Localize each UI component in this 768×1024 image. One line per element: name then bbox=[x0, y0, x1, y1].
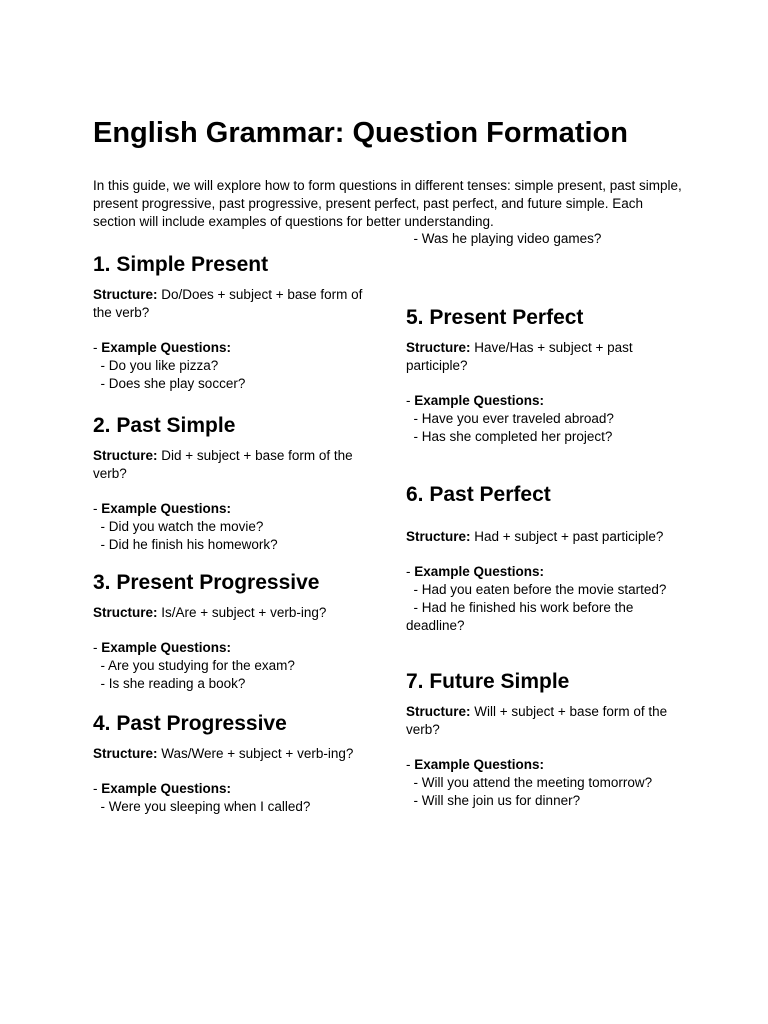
structure-text: Have/Has + subject + past participle? bbox=[406, 340, 633, 373]
examples-label-text: Example Questions: bbox=[414, 564, 545, 579]
right-column bbox=[406, 305, 681, 810]
examples-list bbox=[406, 774, 681, 810]
examples-prefix: - bbox=[406, 757, 415, 772]
example-question: - Have you ever traveled abroad? bbox=[406, 411, 614, 426]
left-column bbox=[93, 252, 368, 816]
example-question: - Does she play soccer? bbox=[93, 376, 246, 391]
structure-text: Did + subject + base form of the verb? bbox=[93, 448, 353, 481]
example-question: - Will she join us for dinner? bbox=[406, 793, 581, 808]
examples-prefix: - bbox=[93, 501, 102, 516]
examples-label-text: Example Questions: bbox=[101, 340, 232, 355]
structure-line bbox=[406, 703, 681, 739]
structure-text: Do/Does + subject + base form of the verb? bbox=[93, 287, 363, 320]
examples-label-text: Example Questions: bbox=[101, 501, 232, 516]
examples-label bbox=[93, 780, 368, 798]
examples-prefix: - bbox=[93, 340, 102, 355]
examples-label bbox=[93, 639, 368, 657]
examples-label bbox=[406, 563, 681, 581]
examples-list bbox=[406, 410, 681, 446]
section-present-perfect bbox=[406, 305, 681, 446]
examples-list bbox=[93, 518, 368, 554]
structure-label: Structure: bbox=[93, 448, 158, 463]
examples-label-text: Example Questions: bbox=[414, 757, 545, 772]
examples-list bbox=[93, 357, 368, 393]
structure-line bbox=[93, 604, 368, 622]
section-future-simple bbox=[406, 669, 681, 810]
examples-label-text: Example Questions: bbox=[101, 781, 232, 796]
structure-text: Was/Were + subject + verb-ing? bbox=[157, 746, 354, 761]
structure-line bbox=[406, 339, 681, 375]
section-simple-present bbox=[93, 252, 368, 393]
examples-prefix: - bbox=[406, 564, 415, 579]
structure-line bbox=[406, 528, 681, 546]
structure-line bbox=[93, 286, 368, 322]
structure-label: Structure: bbox=[93, 287, 158, 302]
examples-prefix: - bbox=[406, 393, 415, 408]
examples-list bbox=[93, 657, 368, 693]
section-heading: 1. Simple Present bbox=[93, 253, 269, 276]
structure-label: Structure: bbox=[406, 340, 471, 355]
example-question: - Do you like pizza? bbox=[93, 358, 219, 373]
example-question: - Did you watch the movie? bbox=[93, 519, 264, 534]
examples-label-text: Example Questions: bbox=[101, 640, 232, 655]
section-heading: 6. Past Perfect bbox=[406, 483, 551, 506]
examples-label bbox=[93, 339, 368, 357]
example-question: - Had you eaten before the movie started? bbox=[406, 582, 667, 597]
structure-text: Is/Are + subject + verb-ing? bbox=[157, 605, 327, 620]
section-past-perfect bbox=[406, 482, 681, 635]
examples-list bbox=[406, 581, 681, 635]
example-question: - Has she completed her project? bbox=[406, 429, 613, 444]
structure-line bbox=[93, 447, 368, 483]
section-present-progressive bbox=[93, 570, 368, 693]
structure-label: Structure: bbox=[406, 529, 471, 544]
carryover-example-question: - Was he playing video games? bbox=[406, 231, 602, 246]
structure-line bbox=[93, 745, 368, 763]
section-heading: 5. Present Perfect bbox=[406, 306, 584, 329]
example-question: - Is she reading a book? bbox=[93, 676, 246, 691]
example-question: - Did he finish his homework? bbox=[93, 537, 278, 552]
examples-list bbox=[93, 798, 368, 816]
section-heading: 2. Past Simple bbox=[93, 414, 236, 437]
examples-prefix: - bbox=[93, 640, 102, 655]
example-question: - Were you sleeping when I called? bbox=[93, 799, 311, 814]
section-past-simple bbox=[93, 413, 368, 554]
examples-prefix: - bbox=[93, 781, 102, 796]
section-heading: 7. Future Simple bbox=[406, 670, 570, 693]
examples-label bbox=[406, 756, 681, 774]
intro-paragraph: In this guide, we will explore how to form questions in different tenses: simple present, past simple, present progressive, past progressive, present perfect, past perfect, and future simple. Each section will include examples of questions for better understanding. bbox=[93, 178, 682, 229]
structure-label: Structure: bbox=[93, 605, 158, 620]
example-question: - Had he finished his work before the deadline? bbox=[406, 600, 638, 633]
section-heading: 3. Present Progressive bbox=[93, 571, 320, 594]
structure-label: Structure: bbox=[93, 746, 158, 761]
document-title: English Grammar: Question Formation bbox=[93, 117, 628, 149]
example-question: - Will you attend the meeting tomorrow? bbox=[406, 775, 653, 790]
examples-label bbox=[406, 392, 681, 410]
examples-label bbox=[93, 500, 368, 518]
section-past-progressive bbox=[93, 711, 368, 816]
examples-label-text: Example Questions: bbox=[414, 393, 545, 408]
example-question: - Are you studying for the exam? bbox=[93, 658, 295, 673]
structure-text: Will + subject + base form of the verb? bbox=[406, 704, 668, 737]
structure-label: Structure: bbox=[406, 704, 471, 719]
structure-text: Had + subject + past participle? bbox=[470, 529, 664, 544]
section-heading: 4. Past Progressive bbox=[93, 712, 287, 735]
